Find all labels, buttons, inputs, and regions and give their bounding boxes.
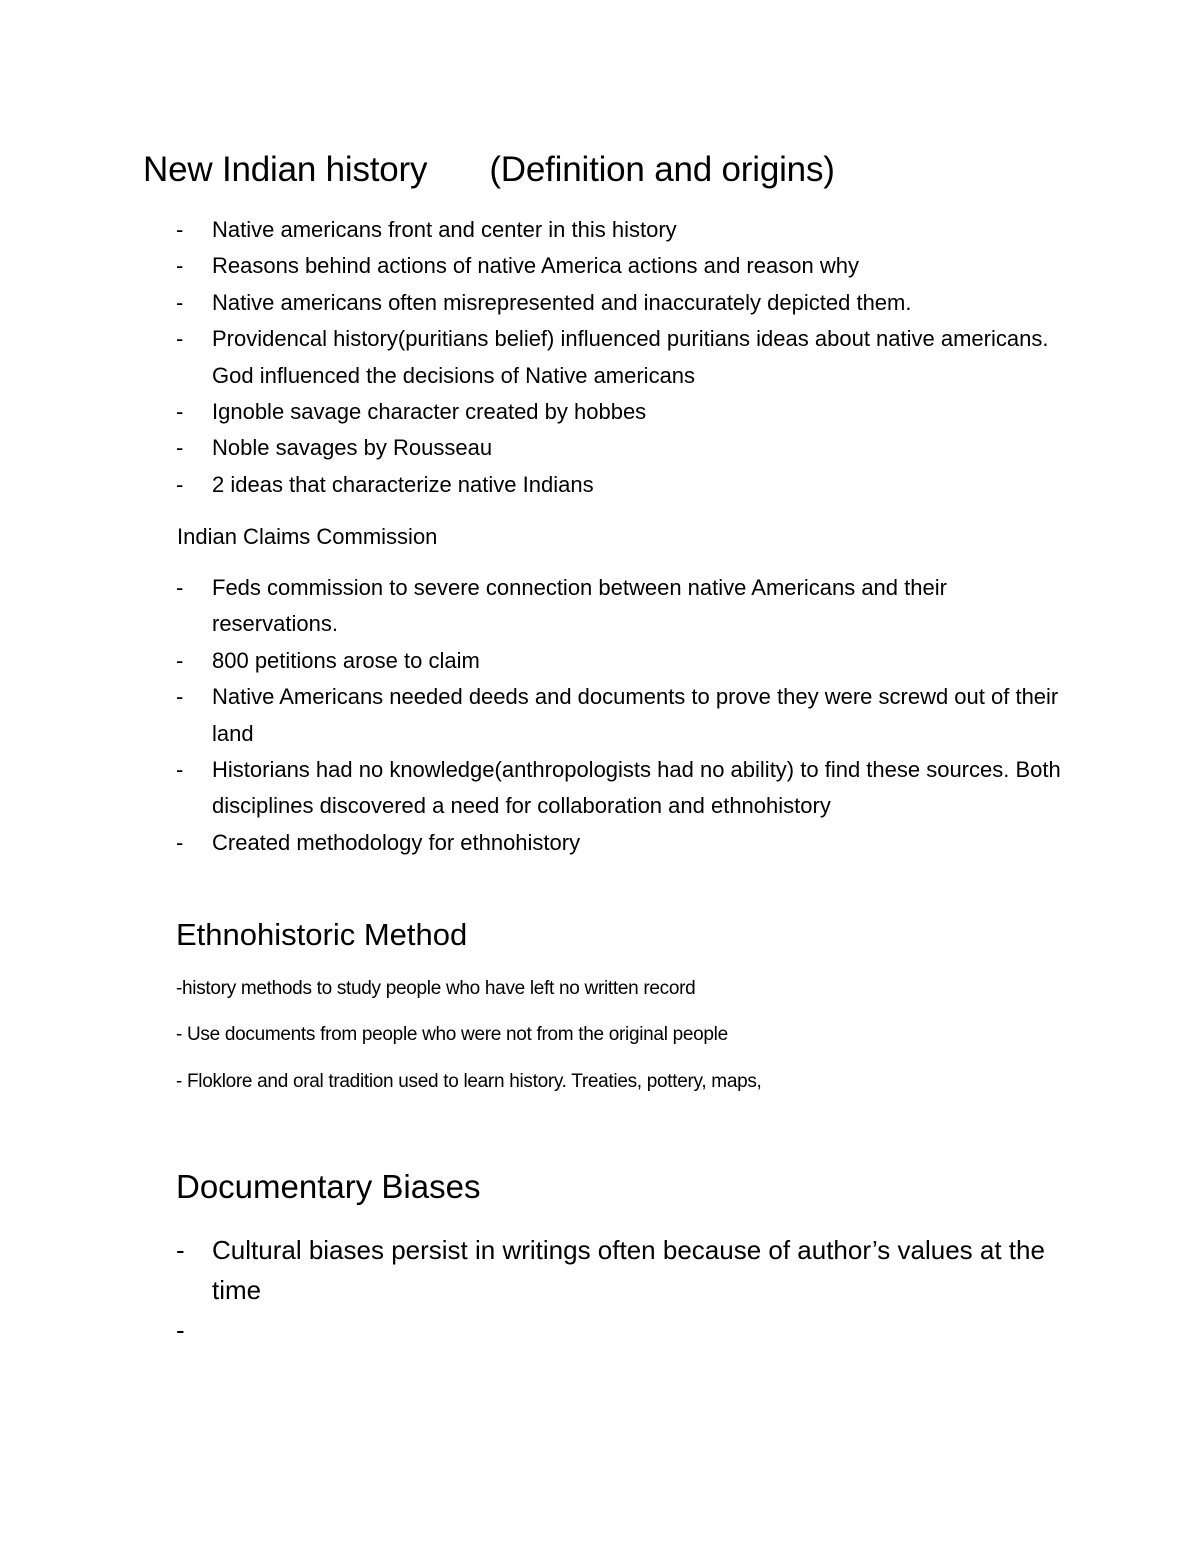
list-item: - Reasons behind actions of native America actions and reason why bbox=[176, 253, 859, 279]
section-2-list bbox=[176, 570, 1072, 861]
section-3-line: - Use documents from people who were not from the original people bbox=[176, 1024, 728, 1045]
section-4-heading: Documentary Biases bbox=[176, 1168, 481, 1205]
section-1-list bbox=[176, 212, 1072, 503]
list-item: - Native americans often misrepresented and inaccurately depicted them. bbox=[176, 289, 912, 315]
list-item: - Historians had no knowledge(anthropologists had no ability) to find these sources. Both disciplines discovered a need for collaboration and ethnohistory bbox=[176, 757, 1061, 819]
list-item: - Created methodology for ethnohistory bbox=[176, 829, 581, 855]
list-item: - bbox=[176, 1315, 185, 1345]
section-2-heading: Indian Claims Commission bbox=[177, 524, 438, 549]
section-3-line: - Floklore and oral tradition used to learn history. Treaties, pottery, maps, bbox=[176, 1071, 762, 1092]
section-4-list bbox=[176, 1230, 1072, 1350]
section-3-heading: Ethnohistoric Method bbox=[176, 917, 468, 952]
section-3-line: -history methods to study people who have left no written record bbox=[176, 978, 696, 999]
section-1-title: New Indian history bbox=[143, 150, 428, 189]
list-item: - Cultural biases persist in writings often because of author’s values at the time bbox=[176, 1235, 1045, 1305]
section-1-heading bbox=[143, 148, 835, 192]
list-item: - Native americans front and center in this history bbox=[176, 217, 677, 242]
list-item: - Providencal history(puritians belief) influenced puritians ideas about native americans. God influenced the decisions of Native americans bbox=[176, 326, 1049, 388]
list-item: - 2 ideas that characterize native Indians bbox=[176, 471, 594, 497]
list-item: - Noble savages by Rousseau bbox=[176, 435, 493, 461]
list-item: - 800 petitions arose to claim bbox=[176, 647, 480, 673]
list-item: - Native Americans needed deeds and documents to prove they were screwd out of their land bbox=[176, 684, 1059, 746]
section-1-subtitle: (Definition and origins) bbox=[489, 150, 835, 189]
list-item: - Feds commission to severe connection between native Americans and their reservations. bbox=[176, 575, 947, 637]
list-item: - Ignoble savage character created by hobbes bbox=[176, 399, 647, 425]
